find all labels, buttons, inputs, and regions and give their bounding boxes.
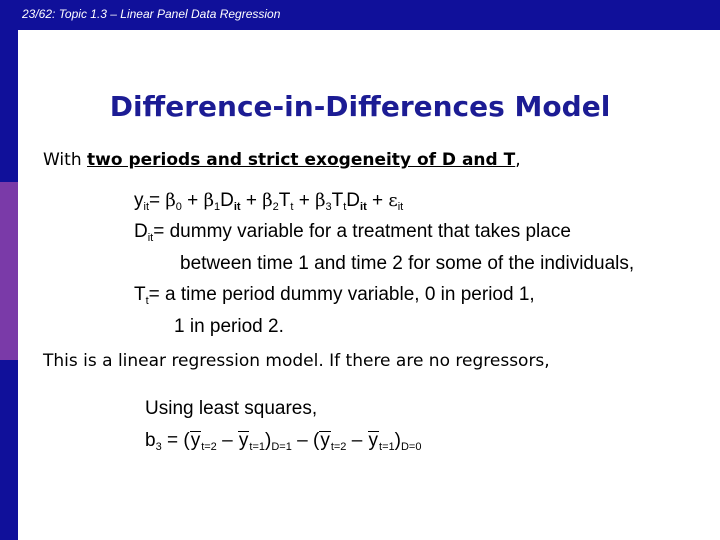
eq-plus3: + <box>293 190 316 211</box>
least-squares-label: Using least squares, <box>145 398 318 419</box>
definition-D <box>134 221 571 244</box>
eq-T: T <box>278 190 291 211</box>
estimator-equation <box>145 430 421 453</box>
est-y3: y <box>320 430 330 451</box>
intro-line <box>43 150 521 170</box>
slide-header: 23/62: Topic 1.3 – Linear Panel Data Regression <box>22 7 281 21</box>
est-y1: y <box>190 430 201 451</box>
eq-T2: T <box>331 190 344 211</box>
est-ybar1 <box>190 431 202 450</box>
def-D-symbol: D <box>134 221 148 242</box>
est-y2: y <box>238 430 249 451</box>
eq-plus4: + <box>366 190 389 211</box>
est-ybar3 <box>319 431 331 450</box>
est-b: b <box>145 430 156 451</box>
eq-D2: D <box>346 190 361 211</box>
definition-D-continued: between time 1 and time 2 for some of the individuals, <box>180 253 635 274</box>
est-y1-sub: t=2 <box>201 441 217 453</box>
def-T-text: = a time period dummy variable, 0 in period 1, <box>148 284 535 305</box>
eq-equals: = <box>149 190 166 211</box>
definition-T-continued: 1 in period 2. <box>174 316 284 337</box>
eq-beta1: β <box>203 190 214 211</box>
est-y3-sub: t=2 <box>330 441 347 453</box>
eq-T2-sub: t <box>343 201 347 213</box>
est-minus1: – <box>216 430 238 451</box>
est-ybar2 <box>238 431 250 450</box>
def-T-sub: t <box>145 295 149 307</box>
eq-beta0-sub: 0 <box>175 201 182 213</box>
eq-epsilon: ε <box>388 190 398 211</box>
slide-title: Difference-in-Differences Model <box>109 90 611 123</box>
eq-y-sub: it <box>143 201 149 213</box>
est-b-sub: 3 <box>155 441 162 453</box>
eq-beta2-sub: 2 <box>272 201 279 213</box>
sidebar-accent-purple <box>0 182 18 360</box>
est-y4: y <box>368 430 379 451</box>
eq-beta3-sub: 3 <box>325 201 332 213</box>
eq-D-sub: it <box>233 201 241 213</box>
def-T-symbol: T <box>134 284 146 305</box>
est-y4-sub: t=1 <box>379 441 395 453</box>
eq-beta1-sub: 1 <box>213 201 221 213</box>
est-minus2: – ( <box>291 430 320 451</box>
def-D-sub: it <box>147 232 154 244</box>
intro-suffix: , <box>515 150 521 170</box>
eq-beta2: β <box>262 190 273 211</box>
def-D-text: = dummy variable for a treatment that takes place <box>153 221 571 242</box>
est-ybar4 <box>368 431 380 450</box>
eq-D: D <box>220 190 234 211</box>
est-close1: ) <box>265 430 272 451</box>
eq-T-sub: t <box>290 201 294 213</box>
eq-plus1: + <box>181 190 204 211</box>
eq-beta3: β <box>315 190 326 211</box>
est-close2: ) <box>394 430 401 451</box>
est-minus3: – <box>346 430 368 451</box>
eq-beta0: β <box>165 190 176 211</box>
est-d0: D=0 <box>400 441 422 453</box>
conclusion-text: This is a linear regression model. If there are no regressors, <box>43 351 550 371</box>
est-eq: = ( <box>161 430 190 451</box>
eq-plus2: + <box>240 190 263 211</box>
est-y2-sub: t=1 <box>249 441 266 453</box>
eq-y: y <box>134 190 144 211</box>
model-equation <box>134 190 403 213</box>
intro-prefix: With <box>43 150 88 170</box>
est-d1: D=1 <box>271 441 292 453</box>
definition-T <box>134 284 535 307</box>
eq-epsilon-sub: it <box>397 201 404 213</box>
intro-condition: two periods and strict exogeneity of D and T <box>87 150 516 170</box>
eq-D2-sub: it <box>360 201 367 213</box>
